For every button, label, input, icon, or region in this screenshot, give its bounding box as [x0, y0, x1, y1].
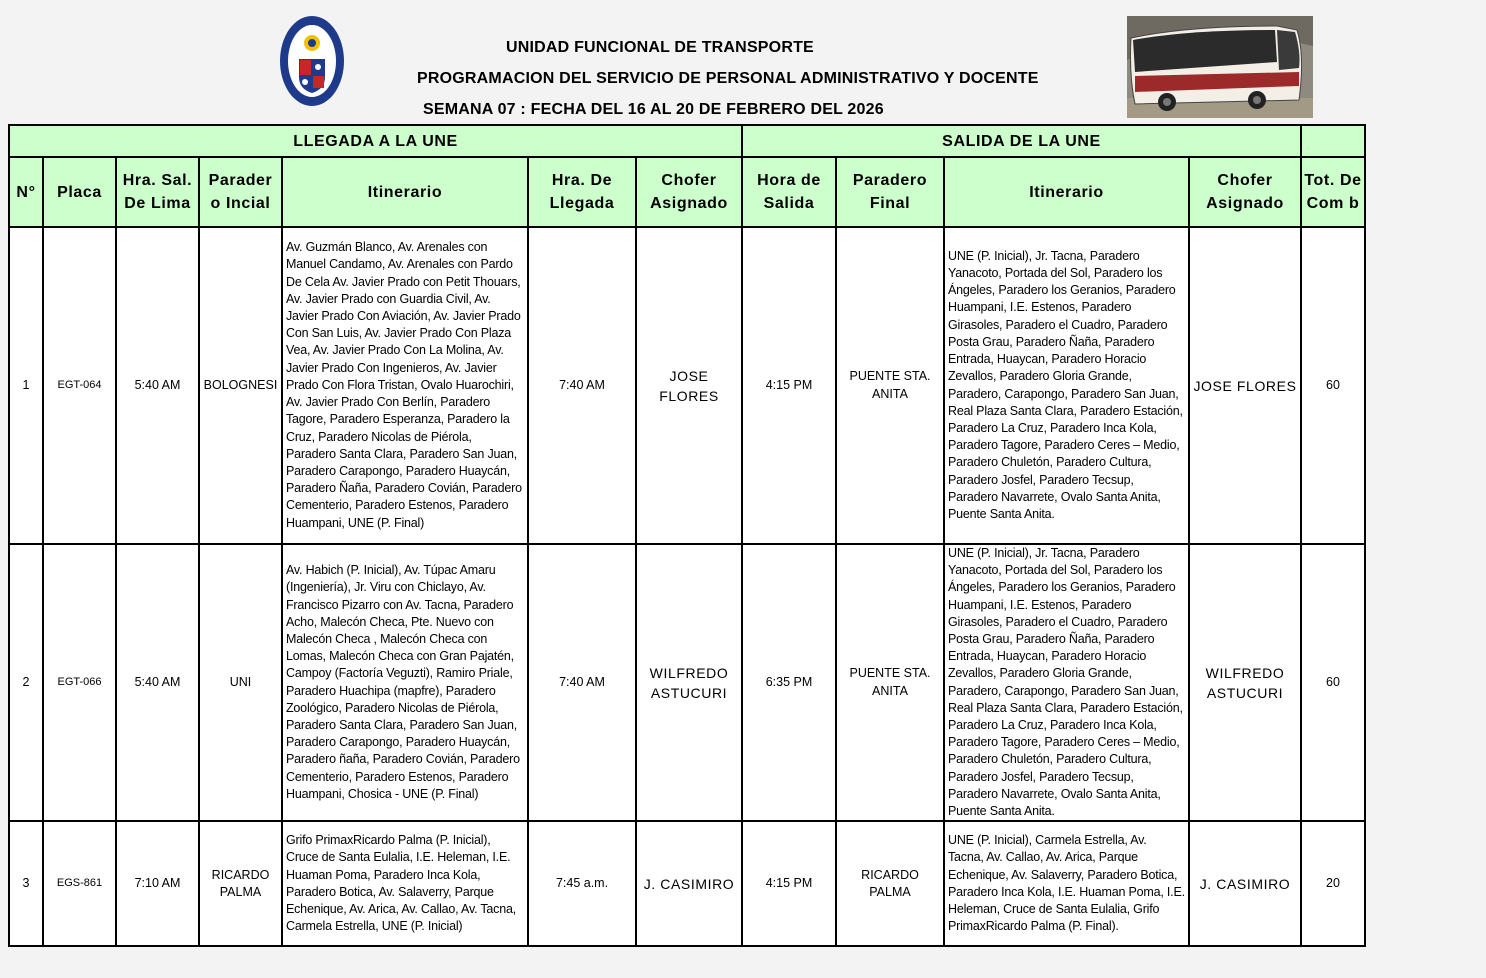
- cell-hora-salida: 4:15 PM: [742, 821, 836, 946]
- cell-chofer-salida: JOSE FLORES: [1189, 227, 1301, 544]
- week-date-title: SEMANA 07 : FECHA DEL 16 AL 20 DE FEBRERO DEL 2026: [423, 101, 884, 118]
- cell-itinerario-llegada: Av. Guzmán Blanco, Av. Arenales con Manuel Candamo, Av. Arenales con Pardo De Cela Av. Javier Prado con Petit Thouars, Av. Javier Prado con Guardia Civil, Av. Javier Prado Con Aviación, Av. Javier Prado Con San Luis, Av. Javier Prado Con Plaza Vea, Av. Javier Prado Con La Molina, Av. Javier Prado Con Ingenieros, Av. Javier Prado Con Flora Tristan, Ovalo Huarochiri, Av. Javier Prado Con Berlín, Paradero Tagore, Paradero Esperanza, Paradero la Cruz, Paradero Nicolas de Piérola, Paradero Santa Clara, Paradero San Juan, Paradero Carapongo, Paradero Huaycán, Paradero Ñaña, Paradero Covián, Paradero Cementerio, Paradero Estenos, Paradero Huampani, UNE (P. Final): [282, 227, 528, 544]
- cell-hra-sal: 7:10 AM: [116, 821, 199, 946]
- cell-itinerario-salida: UNE (P. Inicial), Jr. Tacna, Paradero Yanacoto, Portada del Sol, Paradero los Ángeles, Paradero los Geranios, Paradero Huampani, I.E. Estenos, Paradero Girasoles, Paradero el Cuadro, Paradero Posta Grau, Paradero Ñaña, Paradero Entrada, Huaycan, Paradero Horacio Zevallos, Paradero Gloria Grande, Paradero, Carapongo, Paradero San Juan, Real Plaza Santa Clara, Paradero Estación, Paradero La Cruz, Paradero Inca Kola, Paradero Tagore, Paradero Ceres – Medio, Paradero Chuletón, Paradero Cultura, Paradero Josfel, Paradero Tecsup, Paradero Navarrete, Ovalo Santa Anita, Puente Santa Anita.: [944, 544, 1189, 821]
- col-header-total: Tot. De Com b: [1301, 157, 1365, 227]
- col-header-hora-salida: Hora de Salida: [742, 157, 836, 227]
- cell-paradero-inicial: BOLOGNESI: [199, 227, 282, 544]
- col-header-itinerario-llegada: Itinerario: [282, 157, 528, 227]
- col-header-paradero-final: Paradero Final: [836, 157, 944, 227]
- table-row: [9, 544, 1365, 821]
- university-seal-logo: [279, 15, 345, 107]
- cell-chofer-llegada: WILFREDO ASTUCURI: [636, 544, 742, 821]
- cell-chofer-salida: J. CASIMIRO: [1189, 821, 1301, 946]
- col-header-chofer-salida: Chofer Asignado: [1189, 157, 1301, 227]
- cell-chofer-llegada: J. CASIMIRO: [636, 821, 742, 946]
- cell-hra-sal: 5:40 AM: [116, 544, 199, 821]
- cell-total: 20: [1301, 821, 1365, 946]
- cell-paradero-final: PUENTE STA. ANITA: [836, 227, 944, 544]
- cell-itinerario-salida: UNE (P. Inicial), Carmela Estrella, Av. Tacna, Av. Callao, Av. Arica, Parque Echenique, Av. Salaverry, Paradero Botica, Paradero Inca Kola, I.E. Huaman Poma, I.E. Heleman, Cruce de Santa Eulalia, Grifo PrimaxRicardo Palma (P. Final).: [944, 821, 1189, 946]
- cell-n: 3: [9, 821, 43, 946]
- cell-hra-llegada: 7:40 AM: [528, 544, 636, 821]
- transport-schedule-table: [8, 124, 1366, 947]
- cell-placa: EGS-861: [43, 821, 116, 946]
- cell-paradero-inicial: UNI: [199, 544, 282, 821]
- col-header-hra-llegada: Hra. De Llegada: [528, 157, 636, 227]
- col-header-n: N°: [9, 157, 43, 227]
- col-header-hra-sal: Hra. Sal. De Lima: [116, 157, 199, 227]
- col-header-paradero-inicial: Parader o Incial: [199, 157, 282, 227]
- table-row: [9, 227, 1365, 544]
- cell-itinerario-salida: UNE (P. Inicial), Jr. Tacna, Paradero Yanacoto, Portada del Sol, Paradero los Ángeles, Paradero los Geranios, Paradero Huampani, I.E. Estenos, Paradero Girasoles, Paradero el Cuadro, Paradero Posta Grau, Paradero Ñaña, Paradero Entrada, Huaycan, Paradero Horacio Zevallos, Paradero Gloria Grande, Paradero, Carapongo, Paradero San Juan, Real Plaza Santa Clara, Paradero Estación, Paradero La Cruz, Paradero Inca Kola, Paradero Tagore, Paradero Ceres – Medio, Paradero Chuletón, Paradero Cultura, Paradero Josfel, Paradero Tecsup, Paradero Navarrete, Ovalo Santa Anita, Puente Santa Anita.: [944, 227, 1189, 544]
- col-header-placa: Placa: [43, 157, 116, 227]
- cell-hra-llegada: 7:45 a.m.: [528, 821, 636, 946]
- cell-chofer-llegada: JOSE FLORES: [636, 227, 742, 544]
- table-row: [9, 821, 1365, 946]
- cell-hra-llegada: 7:40 AM: [528, 227, 636, 544]
- cell-paradero-final: PUENTE STA. ANITA: [836, 544, 944, 821]
- cell-n: 2: [9, 544, 43, 821]
- section-header-salida: SALIDA DE LA UNE: [742, 125, 1301, 157]
- cell-hra-sal: 5:40 AM: [116, 227, 199, 544]
- cell-placa: EGT-064: [43, 227, 116, 544]
- cell-n: 1: [9, 227, 43, 544]
- unit-title: UNIDAD FUNCIONAL DE TRANSPORTE: [506, 39, 814, 56]
- cell-total: 60: [1301, 544, 1365, 821]
- cell-chofer-salida: WILFREDO ASTUCURI: [1189, 544, 1301, 821]
- cell-itinerario-llegada: Av. Habich (P. Inicial), Av. Túpac Amaru (Ingeniería), Jr. Viru con Chiclayo, Av. Francisco Pizarro con Av. Tacna, Paradero Acho, Malecón Checa, Pte. Nuevo con Malecón Checa , Malecón Checa con Lomas, Malecón Checa con Gran Pajatén, Campoy (Factoría Veguzti), Ramiro Priale, Paradero Huachipa (mapfre), Paradero Zoológico, Paradero Nicolas de Piérola, Paradero Santa Clara, Paradero San Juan, Paradero Carapongo, Paradero Huaycán, Paradero ñaña, Paradero Covián, Paradero Cementerio, Paradero Estenos, Paradero Huampani, Chosica - UNE (P. Final): [282, 544, 528, 821]
- col-header-chofer-llegada: Chofer Asignado: [636, 157, 742, 227]
- cell-hora-salida: 4:15 PM: [742, 227, 836, 544]
- cell-placa: EGT-066: [43, 544, 116, 821]
- cell-itinerario-llegada: Grifo PrimaxRicardo Palma (P. Inicial), Cruce de Santa Eulalia, I.E. Heleman, I.E. Huaman Poma, Paradero Inca Kola, Paradero Botica, Av. Salaverry, Parque Echenique, Av. Arica, Av. Callao, Av. Tacna, Carmela Estrella, UNE (P. Inicial): [282, 821, 528, 946]
- bus-photo: [1127, 16, 1313, 118]
- cell-total: 60: [1301, 227, 1365, 544]
- section-header-llegada: LLEGADA A LA UNE: [9, 125, 742, 157]
- section-header-blank: [1301, 125, 1365, 157]
- program-title: PROGRAMACION DEL SERVICIO DE PERSONAL ADMINISTRATIVO Y DOCENTE: [417, 70, 1039, 87]
- cell-paradero-inicial: RICARDO PALMA: [199, 821, 282, 946]
- cell-hora-salida: 6:35 PM: [742, 544, 836, 821]
- cell-paradero-final: RICARDO PALMA: [836, 821, 944, 946]
- col-header-itinerario-salida: Itinerario: [944, 157, 1189, 227]
